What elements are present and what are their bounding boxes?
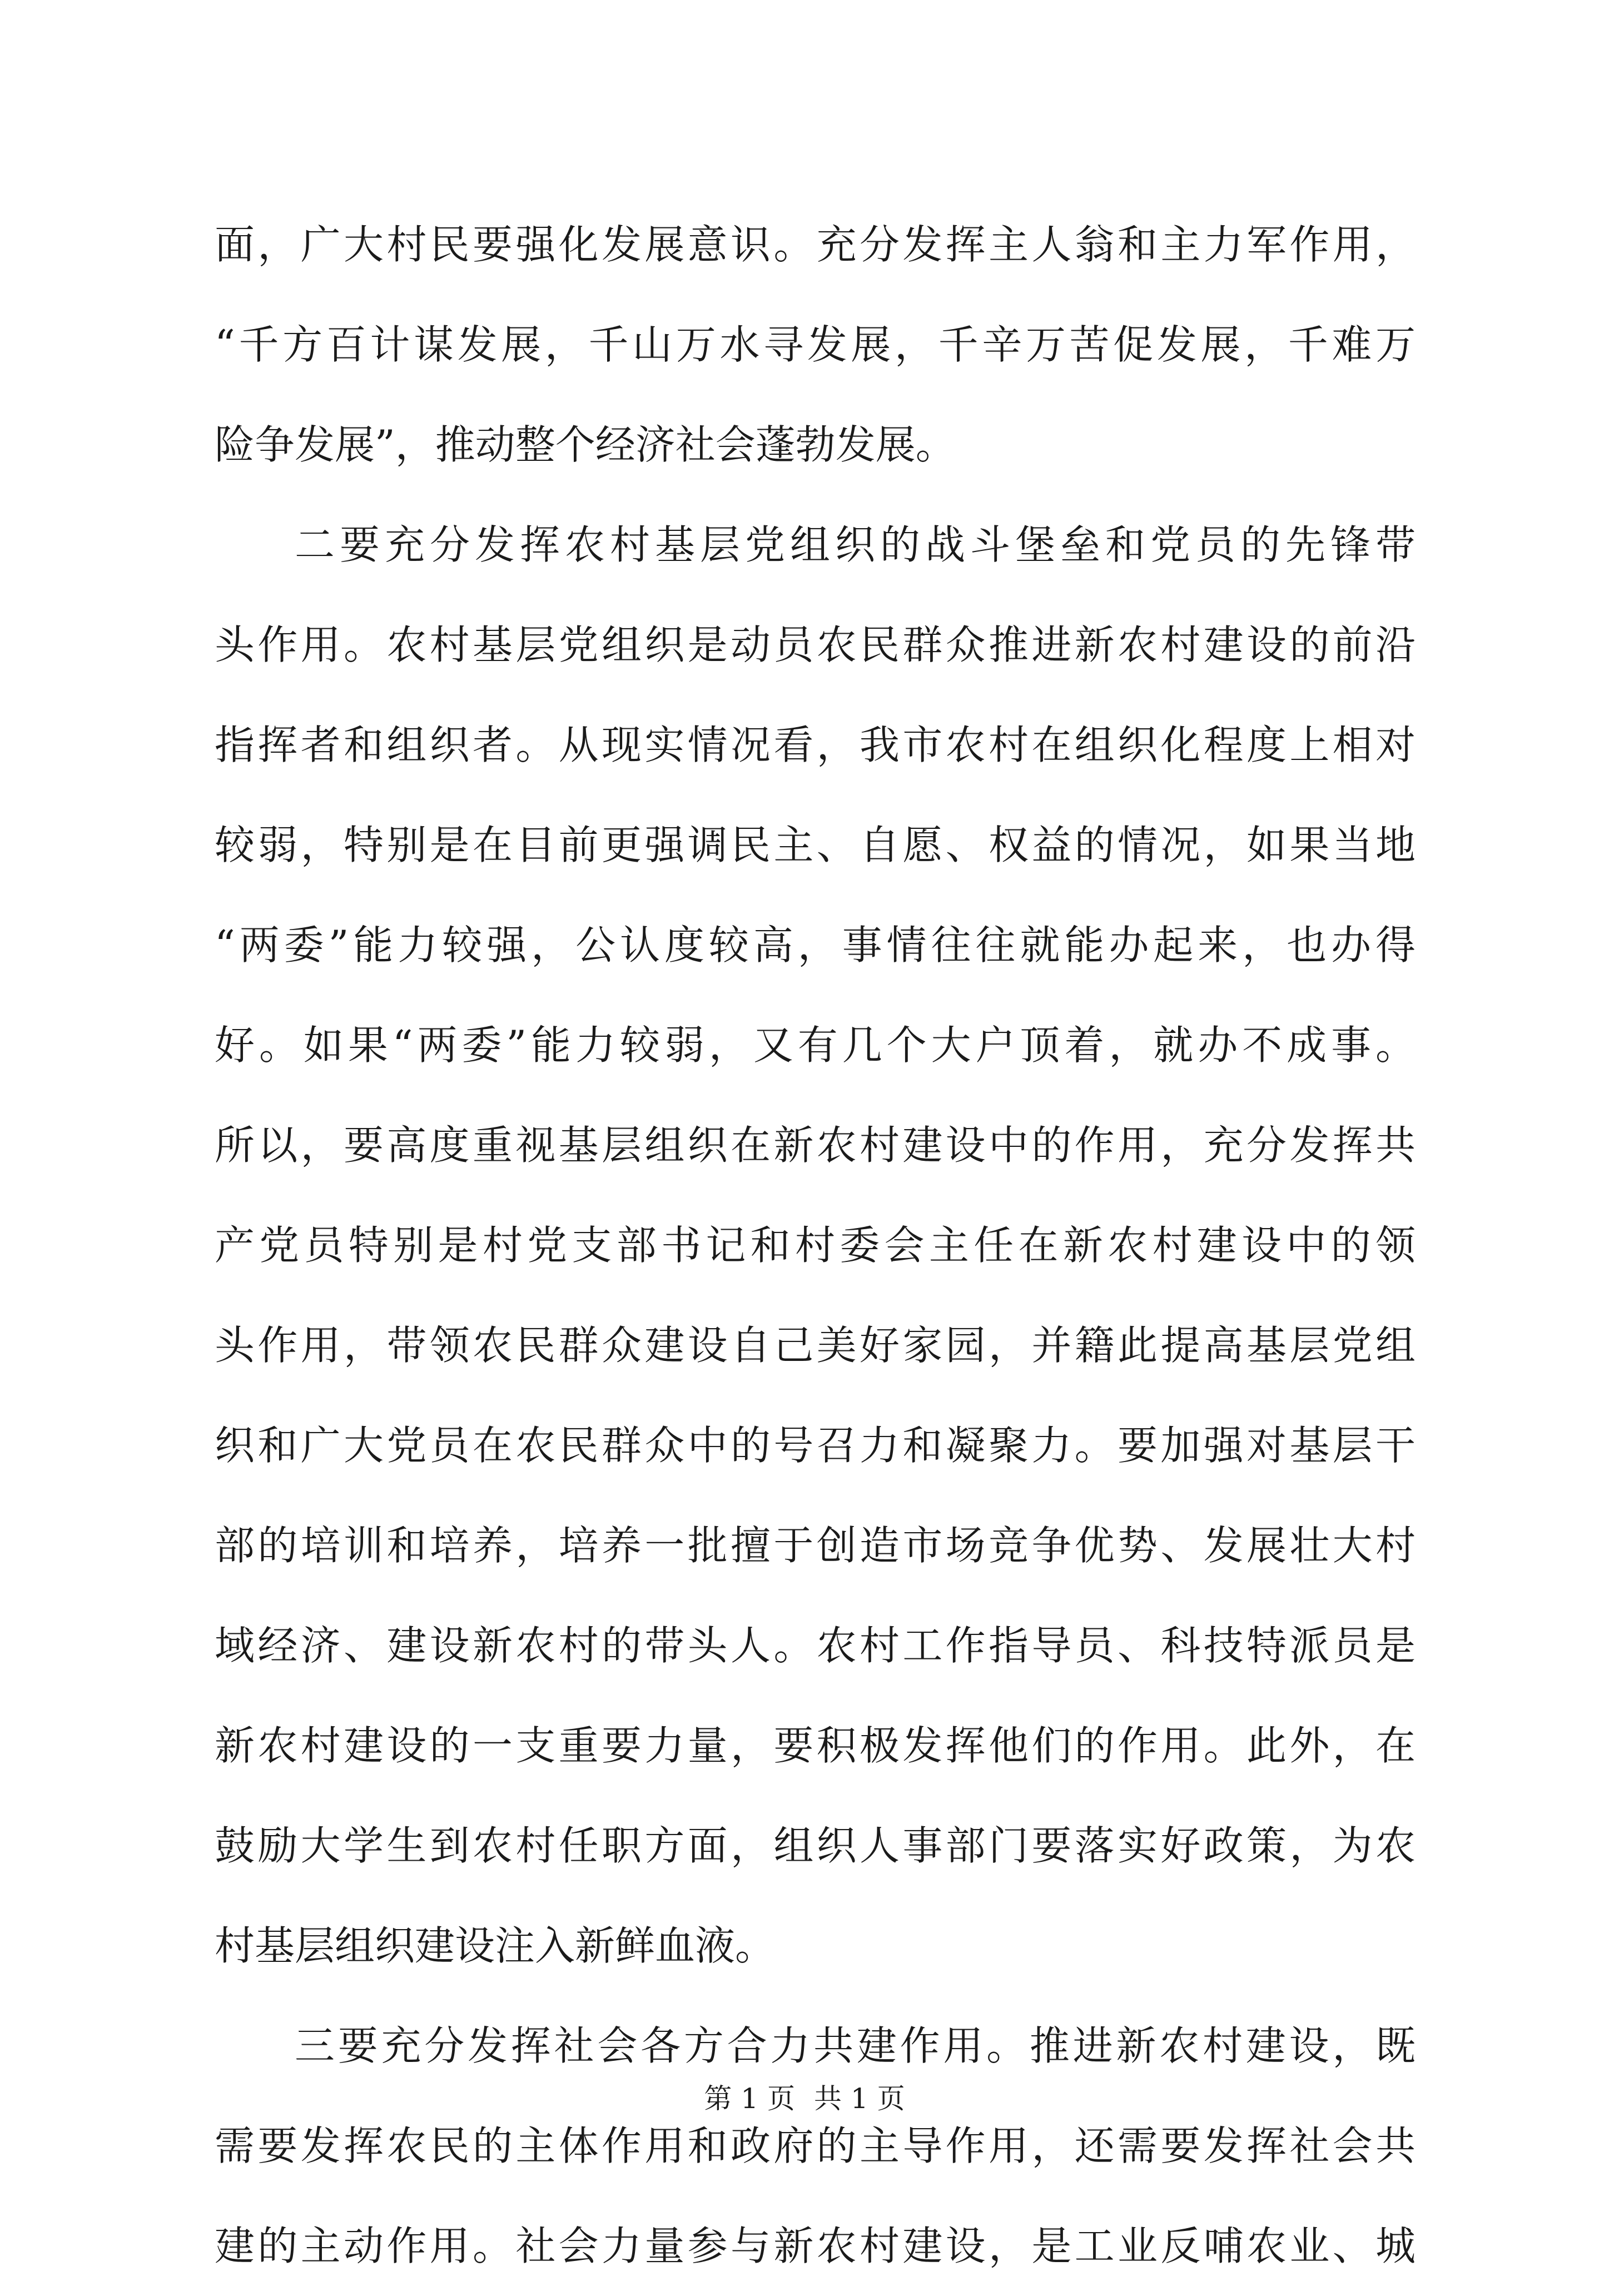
text-line: “千方百计谋发展，千山万水寻发展，千辛万苦促发展，千难万 [215,321,1416,368]
text-line: 域经济、建设新农村的带头人。农村工作指导员、科技特派员是 [215,1622,1416,1669]
text-line: 面，广大村民要强化发展意识。充分发挥主人翁和主力军作用， [215,221,1416,268]
text-line: 产党员特别是村党支部书记和村委会主任在新农村建设中的领 [215,1222,1416,1269]
text-line: 险争发展”，推动整个经济社会蓬勃发展。 [215,421,956,468]
text-line: 头作用，带领农民群众建设自己美好家园，并籍此提高基层党组 [215,1322,1416,1369]
text-line: 较弱，特别是在目前更强调民主、自愿、权益的情况，如果当地 [215,822,1416,868]
text-line: 织和广大党员在农民群众中的号召力和凝聚力。要加强对基层干 [215,1422,1416,1469]
text-line: 部的培训和培养，培养一批擅于创造市场竞争优势、发展壮大村 [215,1522,1416,1569]
text-line: 新农村建设的一支重要力量，要积极发挥他们的作用。此外，在 [215,1722,1416,1769]
page-total: 共 1 页 [814,2083,905,2115]
text-line: 鼓励大学生到农村任职方面，组织人事部门要落实好政策，为农 [215,1822,1416,1869]
page-number: 第 1 页 [704,2083,795,2115]
paragraph-first-line: 三要充分发挥社会各方合力共建作用。推进新农村建设，既 [295,2022,1416,2069]
paragraph-first-line: 二要充分发挥农村基层党组织的战斗堡垒和党员的先锋带 [295,521,1416,568]
page-footer [0,2079,1609,2118]
text-line: 需要发挥农民的主体作用和政府的主导作用，还需要发挥社会共 [215,2123,1416,2169]
text-line: 好。如果“两委”能力较弱，又有几个大户顶着，就办不成事。 [215,1022,1416,1069]
text-line: 头作用。农村基层党组织是动员农民群众推进新农村建设的前沿 [215,622,1416,668]
text-line: 指挥者和组织者。从现实情况看，我市农村在组织化程度上相对 [215,722,1416,768]
text-line: “两委”能力较强，公认度较高，事情往往就能办起来，也办得 [215,922,1416,968]
text-line: 建的主动作用。社会力量参与新农村建设，是工业反哺农业、城 [215,2223,1416,2269]
text-line: 村基层组织建设注入新鲜血液。 [215,1922,776,1969]
document-body [215,195,1416,2296]
text-line: 所以，要高度重视基层组织在新农村建设中的作用，充分发挥共 [215,1122,1416,1169]
